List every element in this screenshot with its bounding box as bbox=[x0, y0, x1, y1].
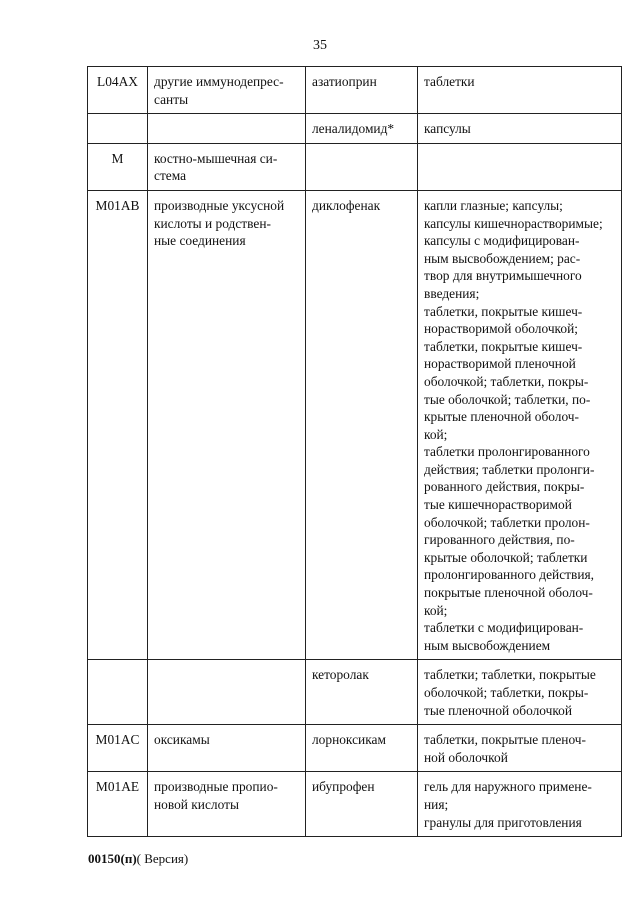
table-row bbox=[88, 114, 622, 144]
atc-code-cell: L04AX bbox=[88, 67, 148, 114]
dosage-form-cell: таблетки; таблетки, покрытые оболочкой; таблетки, покры- тые пленочной оболочкой bbox=[418, 660, 622, 725]
dosage-form-cell: таблетки bbox=[418, 67, 622, 114]
group-cell: другие иммунодепрес- санты bbox=[148, 67, 306, 114]
atc-code-cell: M01AC bbox=[88, 725, 148, 772]
drug-name-cell: лорноксикам bbox=[306, 725, 418, 772]
atc-code-cell: M bbox=[88, 143, 148, 190]
drug-name-cell: кеторолак bbox=[306, 660, 418, 725]
group-cell: костно-мышечная си- стема bbox=[148, 143, 306, 190]
page-number: 35 bbox=[313, 38, 327, 53]
drug-name-cell: азатиоприн bbox=[306, 67, 418, 114]
group-cell: производные пропио- новой кислоты bbox=[148, 772, 306, 837]
table-row bbox=[88, 772, 622, 837]
dosage-form-cell bbox=[418, 143, 622, 190]
atc-code-cell bbox=[88, 660, 148, 725]
document-version: ( Версия) bbox=[136, 851, 189, 866]
dosage-form-cell: капли глазные; капсулы; капсулы кишечнорастворимые; капсулы с модифицирован- ным высвобождением; рас- твор для внутримышечного введения; таблетки, покрытые кишеч- норастворимой оболочкой; таблетки, покрытые кишеч- норастворимой пленочной оболочкой; таблетки, покры- тые оболочкой; таблетки, по- крытые пленочной оболоч- кой; таблетки пролонгированного действия; таблетки пролонги- рованного действия, покры- тые кишечнорастворимой оболочкой; таблетки пролон- гированного действия, по- крытые оболочкой; таблетки пролонгированного действия, покрытые пленочной оболоч- кой; таблетки с модифицирован- ным высвобождением bbox=[418, 190, 622, 659]
drug-name-cell: диклофенак bbox=[306, 190, 418, 659]
dosage-form-cell: таблетки, покрытые пленоч- ной оболочкой bbox=[418, 725, 622, 772]
drug-name-cell: леналидомид* bbox=[306, 114, 418, 144]
drug-name-cell: ибупрофен bbox=[306, 772, 418, 837]
table-row bbox=[88, 143, 622, 190]
drug-name-cell bbox=[306, 143, 418, 190]
table-row bbox=[88, 67, 622, 114]
document-footer bbox=[88, 851, 188, 867]
dosage-form-cell: капсулы bbox=[418, 114, 622, 144]
atc-code-cell bbox=[88, 114, 148, 144]
drug-table bbox=[87, 66, 622, 837]
group-cell bbox=[148, 660, 306, 725]
atc-code-cell: M01AB bbox=[88, 190, 148, 659]
table-row bbox=[88, 725, 622, 772]
group-cell: оксикамы bbox=[148, 725, 306, 772]
table-row bbox=[88, 660, 622, 725]
group-cell: производные уксусной кислоты и родствен- ные соединения bbox=[148, 190, 306, 659]
dosage-form-cell: гель для наружного примене- ния; гранулы для приготовления bbox=[418, 772, 622, 837]
atc-code-cell: M01AE bbox=[88, 772, 148, 837]
table-row bbox=[88, 190, 622, 659]
group-cell bbox=[148, 114, 306, 144]
document-code: 00150(п) bbox=[88, 851, 137, 866]
